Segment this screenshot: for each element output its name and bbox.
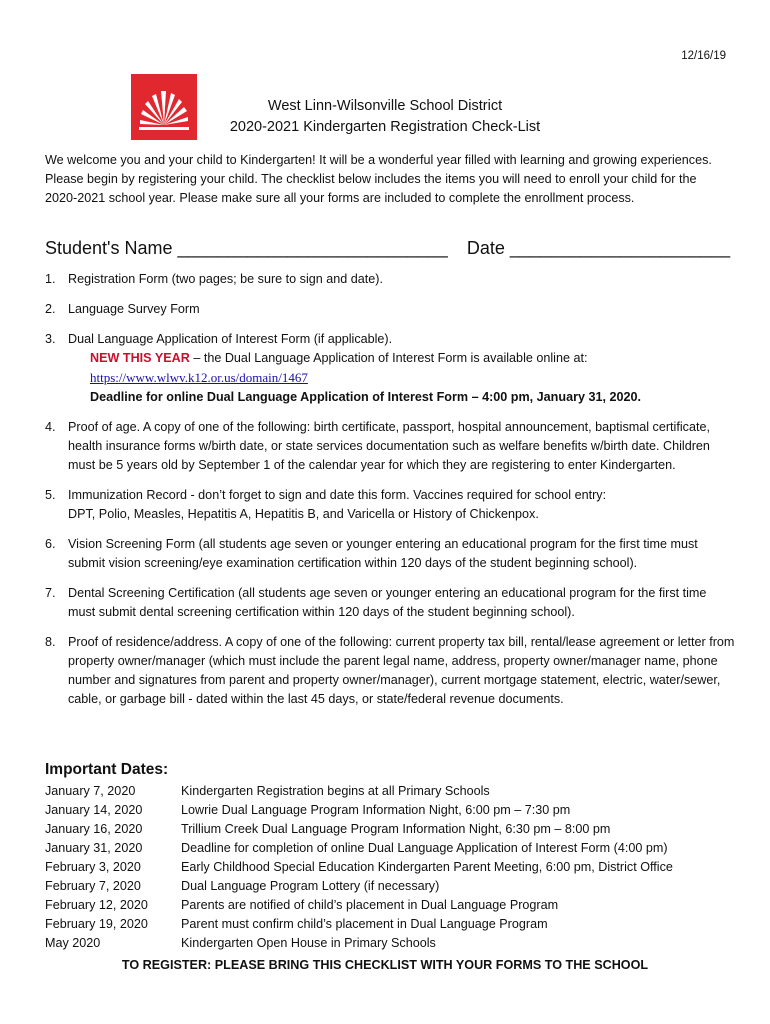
important-dates-title: Important Dates: (45, 761, 169, 778)
registration-checklist (45, 270, 735, 720)
document-date: 12/16/19 (681, 50, 726, 62)
important-dates-list (45, 782, 735, 953)
checklist-item: 1. Registration Form (two pages; be sure to sign and date). (45, 272, 384, 286)
checklist-item: 2. Language Survey Form (45, 302, 200, 316)
checklist-item: 7. Dental Screening Certification (all students age seven or younger entering an educational program for the first time must submit dental screening certification within 120 days of the student beginning school). (45, 586, 707, 619)
checklist-item: 5. Immunization Record - don’t forget to sign and date this form. Vaccines required for school entry: DPT, Polio, Measles, Hepatitis A, Hepatitis B, and Varicella or History of Chickenpox. (45, 488, 607, 521)
student-name-field[interactable]: ___________________________ (177, 238, 448, 258)
dual-language-link[interactable]: https://www.wlwv.k12.or.us/domain/1467 (90, 370, 308, 385)
date-row: February 7, 2020 Dual Language Program Lottery (if necessary) (45, 879, 440, 893)
dual-language-note: NEW THIS YEAR – the Dual Language Application of Interest Form is available online at: (90, 351, 588, 365)
date-field[interactable]: ______________________ (509, 238, 731, 258)
date-row: January 14, 2020 Lowrie Dual Language Program Information Night, 6:00 pm – 7:30 pm (45, 803, 571, 817)
checklist-item: 4. Proof of age. A copy of one of the following: birth certificate, passport, hospital announcement, baptismal certificate, health insurance forms w/birth date, or state services documentation such as welfare benefits w/birth date. Children must be 5 years old by September 1 of the calendar year for which they are registering to enter Kindergarten. (45, 420, 710, 472)
date-label: Date (466, 238, 505, 258)
date-row: January 16, 2020 Trillium Creek Dual Language Program Information Night, 6:30 pm – 8:00 pm (45, 822, 611, 836)
dual-language-deadline: Deadline for online Dual Language Application of Interest Form – 4:00 pm, January 31, 2020. (90, 390, 641, 404)
date-row: February 3, 2020 Early Childhood Special Education Kindergarten Parent Meeting, 6:00 pm, District Office (45, 860, 673, 874)
date-row: January 31, 2020 Deadline for completion of online Dual Language Application of Interest Form (4:00 pm) (45, 841, 668, 855)
checklist-item: 6. Vision Screening Form (all students age seven or younger entering an educational program for the first time must submit vision screening/eye examination certification within 120 days of the student beginning school). (45, 537, 698, 570)
checklist-item: 8. Proof of residence/address. A copy of one of the following: current property tax bill, rental/lease agreement or letter from property owner/manager (which must include the parent legal name, address, property owner/manager name, phone number and signatures from parent and property owner/manager), current mortgage statement, electric, water/sewer, cable, or garbage bill - dated within the last 45 days, or state/federal revenue documents. (45, 635, 735, 706)
checklist-item: 3. Dual Language Application of Interest Form (if applicable). NEW THIS YEAR – the Dual Language Application of Interest Form is available online at: https://www.wlwv.k12.or.us/domain/1467 Deadline for online Dual Language Application of Interest Form – 4:00 pm, January 31, 2020. (45, 330, 735, 407)
intro-paragraph: We welcome you and your child to Kindergarten! It will be a wonderful year filled with learning and growing experiences. Please begin by registering your child. The checklist below includes the items you will need to enroll your child for the 2020-2021 school year. Please make sure all your forms are included to complete the enrollment process. (45, 153, 712, 205)
registration-footer: TO REGISTER: PLEASE BRING THIS CHECKLIST WITH YOUR FORMS TO THE SCHOOL (121, 958, 649, 972)
date-row: February 12, 2020 Parents are notified of child’s placement in Dual Language Program (45, 898, 559, 912)
document-title: 2020-2021 Kindergarten Registration Check-List (229, 119, 541, 135)
date-row: February 19, 2020 Parent must confirm child’s placement in Dual Language Program (45, 917, 548, 931)
date-row: May 2020 Kindergarten Open House in Primary Schools (45, 936, 436, 950)
new-this-year-label: NEW THIS YEAR (90, 351, 190, 365)
district-name: West Linn-Wilsonville School District (267, 98, 503, 114)
student-name-label: Student's Name (45, 238, 173, 258)
document-title-block (0, 96, 770, 138)
date-row: January 7, 2020 Kindergarten Registration begins at all Primary Schools (45, 784, 490, 798)
student-info-line (45, 238, 735, 259)
